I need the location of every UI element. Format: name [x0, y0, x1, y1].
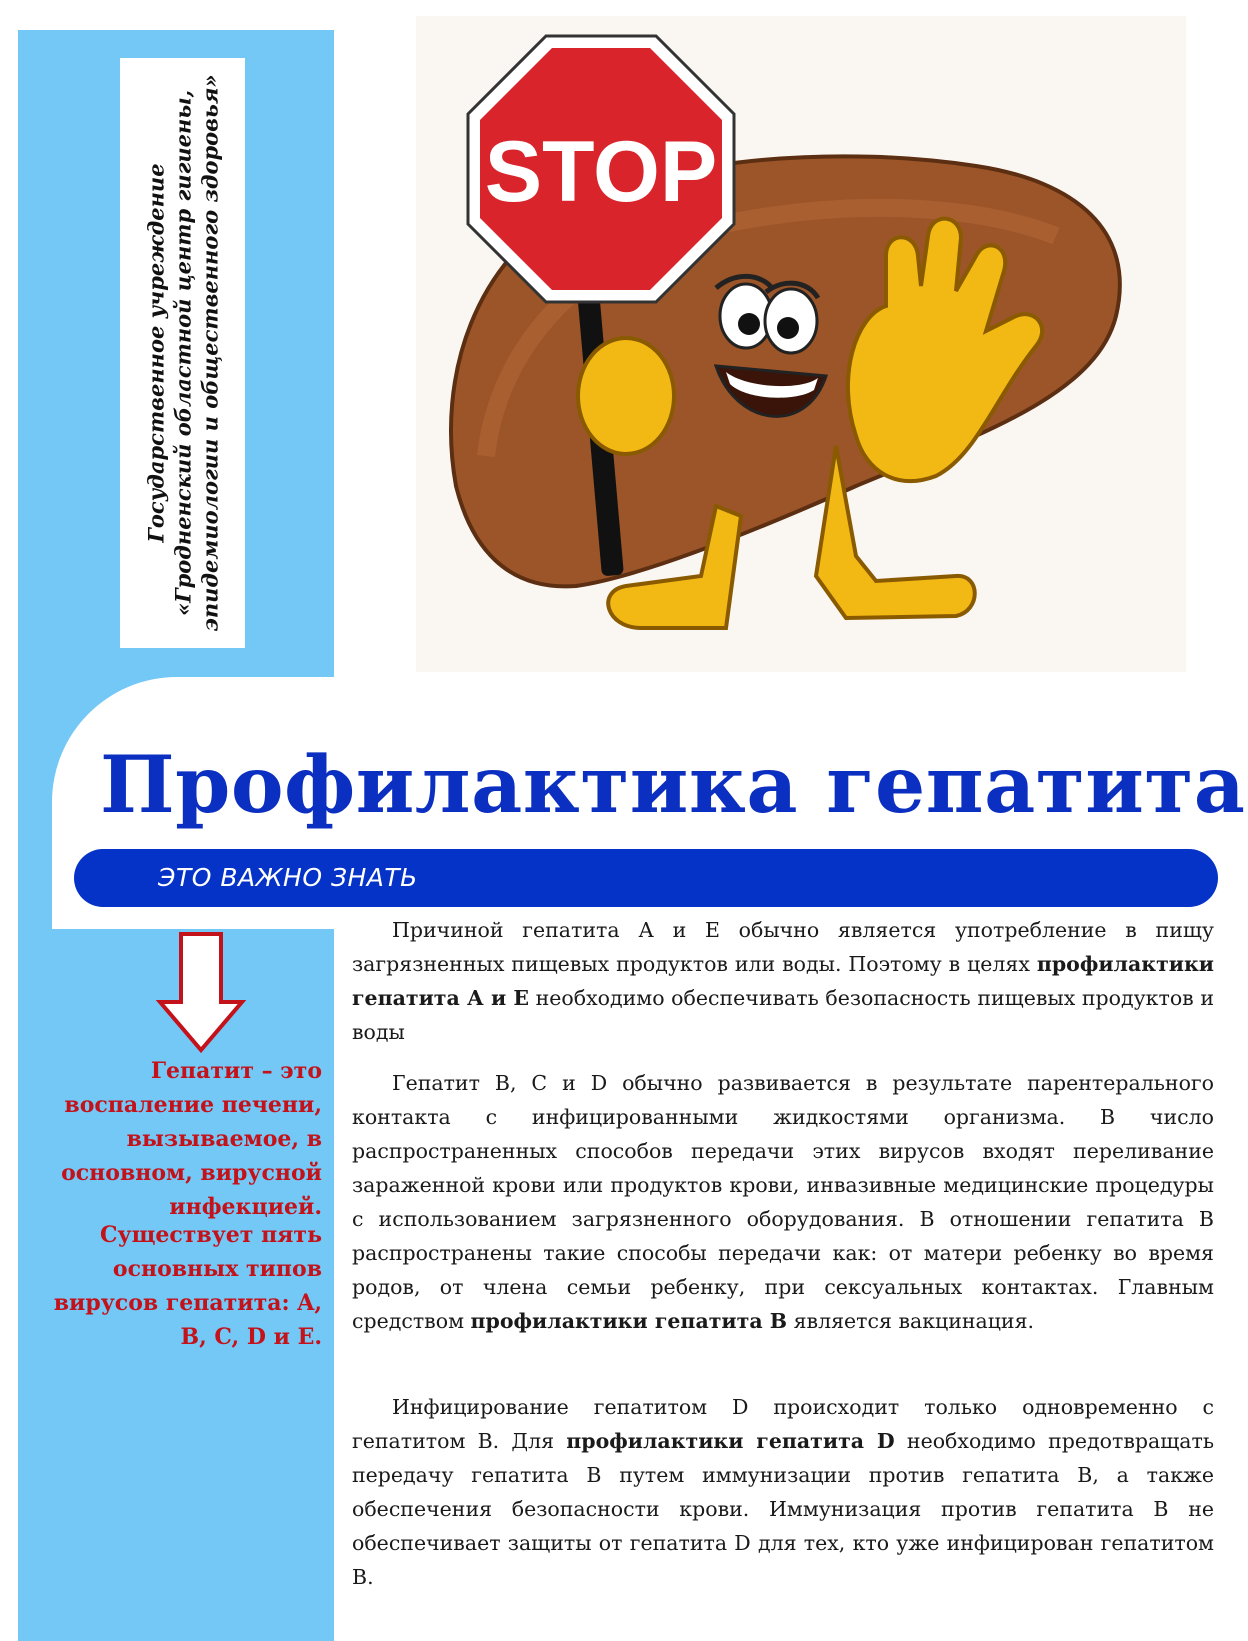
organization-name [142, 63, 223, 643]
hepatitis-types-note: Существует пять основных типов вирусов гепатита: A, B, C, D и E. [53, 1222, 322, 1350]
hepatitis-definition: Гепатит – это воспаление печени, вызываемое, в основном, вирусной инфекцией. [61, 1058, 322, 1220]
paragraph-text: Инфицирование гепатитом D происходит только одновременно с гепатитом В. Для [352, 1395, 1214, 1453]
page-title: Профилактика гепатита [100, 738, 1246, 831]
liver-stop-illustration [416, 16, 1186, 672]
paragraph-emphasis: профилактики гепатита В [470, 1309, 788, 1333]
paragraph-emphasis: профилактики гепатита D [566, 1429, 895, 1453]
organization-box [120, 58, 245, 648]
paragraph-hepatitis-a-e [352, 913, 1214, 1049]
paragraph-hepatitis-b-c-d [352, 1066, 1214, 1338]
section-banner [74, 849, 1218, 907]
paragraph-text: необходимо обеспечивать безопасность пищевых продуктов и воды [352, 986, 1214, 1044]
liver-character-icon [416, 16, 1186, 672]
paragraph-text: Причиной гепатита А и Е обычно является употребление в пищу загрязненных пищевых продуктов или воды. Поэтому в целях [352, 918, 1214, 976]
paragraph-text: необходимо предотвращать передачу гепатита В путем иммунизации против гепатита В, а также обеспечения безопасности крови. Иммунизация против гепатита В не обеспечивает защиты от гепатита D для тех, кто уже инфицирован гепатитом В. [352, 1429, 1214, 1589]
organization-line-3: эпидемиологии и общественного здоровья» [197, 74, 222, 632]
organization-line-2: «Гродненский областной центр гигиены, [170, 89, 195, 617]
organization-line-1: Государственное учреждение [143, 163, 168, 543]
stop-sign-text: STOP [484, 124, 718, 220]
paragraph-hepatitis-d [352, 1390, 1214, 1594]
paragraph-text: является вакцинация. [787, 1309, 1035, 1333]
paragraph-emphasis: профилактики гепатита А и Е [352, 952, 1214, 1010]
banner-label: ЭТО ВАЖНО ЗНАТЬ [158, 863, 418, 892]
paragraph-text: Гепатит В, С и D обычно развивается в результате парентерального контакта с инфицированными жидкостями организма. В число распространенных способов передачи этих вирусов входят переливание зараженной крови или продуктов крови, инвазивные медицинские процедуры с использованием загрязненного оборудования. В отношении гепатита В распространены такие способы передачи как: от матери ребенку во время родов, от члена семьи ребенку, при сексуальных контактах. Главным средством [352, 1071, 1214, 1333]
